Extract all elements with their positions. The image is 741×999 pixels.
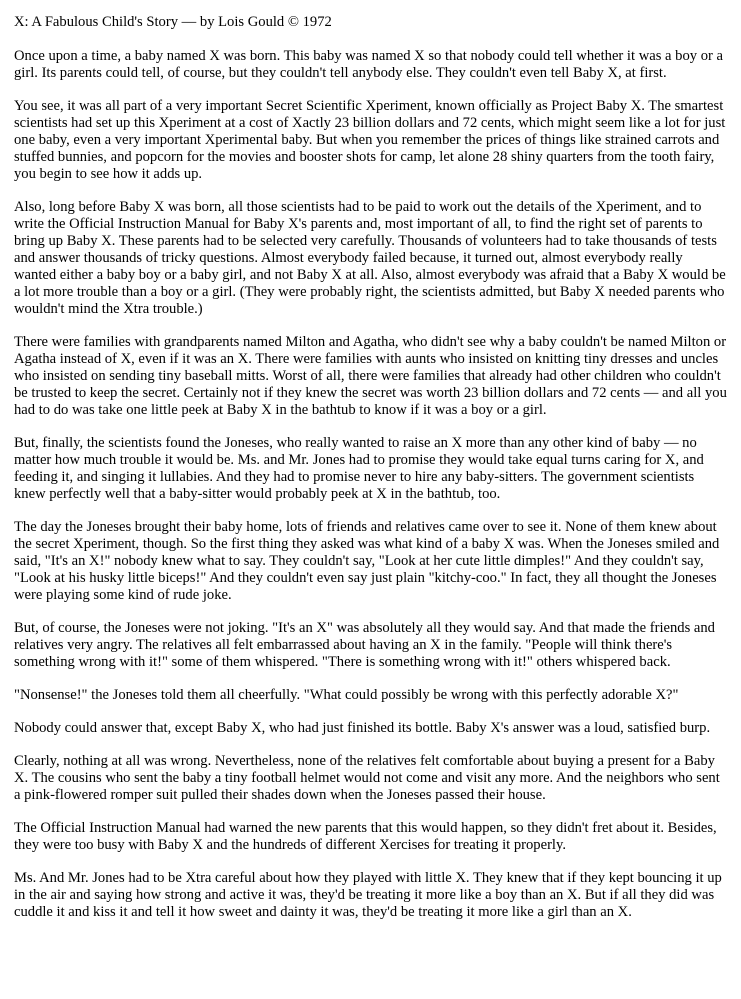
document-title: X: A Fabulous Child's Story — by Lois Gould © 1972: [14, 14, 332, 30]
paragraph: Also, long before Baby X was born, all those scientists had to be paid to work out the details of the Xperiment, and to write the Official Instruction Manual for Baby X's parents and, most important of all, to find the right set of parents to bring up Baby X. These parents had to be selected very carefully. Thousands of volunteers had to take thousands of tests and answer thousands of tricky questions. Almost everybody failed because, it turned out, almost everybody really wanted either a baby boy or a baby girl, and not Baby X at all. Also, almost everybody was afraid that a Baby X would be a lot more trouble than a boy or a girl. (They were probably right, the scientists admitted, but Baby X needed parents who wouldn't mind the Xtra trouble.): [14, 199, 726, 317]
paragraph: There were families with grandparents named Milton and Agatha, who didn't see why a baby couldn't be named Milton or Agatha instead of X, even if it was an X. There were families with aunts who insisted on knitting tiny dresses and uncles who insisted on sending tiny baseball mitts. Worst of all, there were families that already had other children who couldn't be trusted to keep the secret. Certainly not if they knew the secret was worth 23 billion dollars and 72 cents — and all you had to do was take one little peek at Baby X in the bathtub to know if it was a boy or a girl.: [14, 334, 727, 418]
paragraph: You see, it was all part of a very important Secret Scientific Xperiment, known officially as Project Baby X. The smartest scientists had set up this Xperiment at a cost of Xactly 23 billion dollars and 72 cents, which might seem like a lot for just one baby, even a very important Xperimental baby. But when you remember the prices of things like strained carrots and stuffed bunnies, and popcorn for the movies and booster shots for camp, let alone 28 shiny quarters from the tooth fairy, you begin to see how it adds up.: [14, 98, 726, 182]
paragraph: The Official Instruction Manual had warned the new parents that this would happen, so they didn't fret about it. Besides, they were too busy with Baby X and the hundreds of different Xercises for treating it properly.: [14, 820, 717, 853]
paragraph: But, finally, the scientists found the Joneses, who really wanted to raise an X more than any other kind of baby — no matter how much trouble it would be. Ms. and Mr. Jones had to promise they would take equal turns caring for X, and feeding it, and singing it lullabies. And they had to promise never to hire any baby-sitters. The government scientists knew perfectly well that a baby-sitter would probably peek at X in the bathtub, too.: [14, 435, 704, 502]
paragraph: The day the Joneses brought their baby home, lots of friends and relatives came over to see it. None of them knew about the secret Xperiment, though. So the first thing they asked was what kind of a baby X was. When the Joneses smiled and said, "It's an X!" nobody knew what to say. They couldn't say, "Look at her cute little dimples!" And they couldn't say, "Look at his husky little biceps!" And they couldn't even say just plain "kitchy-coo." In fact, they all thought the Joneses were playing some kind of rude joke.: [14, 519, 720, 603]
paragraph: Clearly, nothing at all was wrong. Nevertheless, none of the relatives felt comfortable about buying a present for a Baby X. The cousins who sent the baby a tiny football helmet would not come and visit any more. And the neighbors who sent a pink-flowered romper suit pulled their shades down when the Joneses passed their house.: [14, 753, 720, 803]
paragraph: But, of course, the Joneses were not joking. "It's an X" was absolutely all they would say. And that made the friends and relatives very angry. The relatives all felt embarrassed about having an X in the family. "People will think there's something wrong with it!" some of them whispered. "There is something wrong with it!" others whispered back.: [14, 620, 715, 670]
paragraph: Nobody could answer that, except Baby X, who had just finished its bottle. Baby X's answer was a loud, satisfied burp.: [14, 720, 711, 736]
paragraph: Ms. And Mr. Jones had to be Xtra careful about how they played with little X. They knew that if they kept bouncing it up in the air and saying how strong and active it was, they'd be treating it more like a boy than an X. But if all they did was cuddle it and kiss it and tell it how sweet and dainty it was, they'd be treating it more like a girl than an X.: [14, 870, 722, 920]
paragraph: Once upon a time, a baby named X was born. This baby was named X so that nobody could tell whether it was a boy or a girl. Its parents could tell, of course, but they couldn't tell anybody else. They couldn't even tell Baby X, at first.: [14, 48, 723, 81]
paragraph: "Nonsense!" the Joneses told them all cheerfully. "What could possibly be wrong with this perfectly adorable X?": [14, 687, 679, 703]
